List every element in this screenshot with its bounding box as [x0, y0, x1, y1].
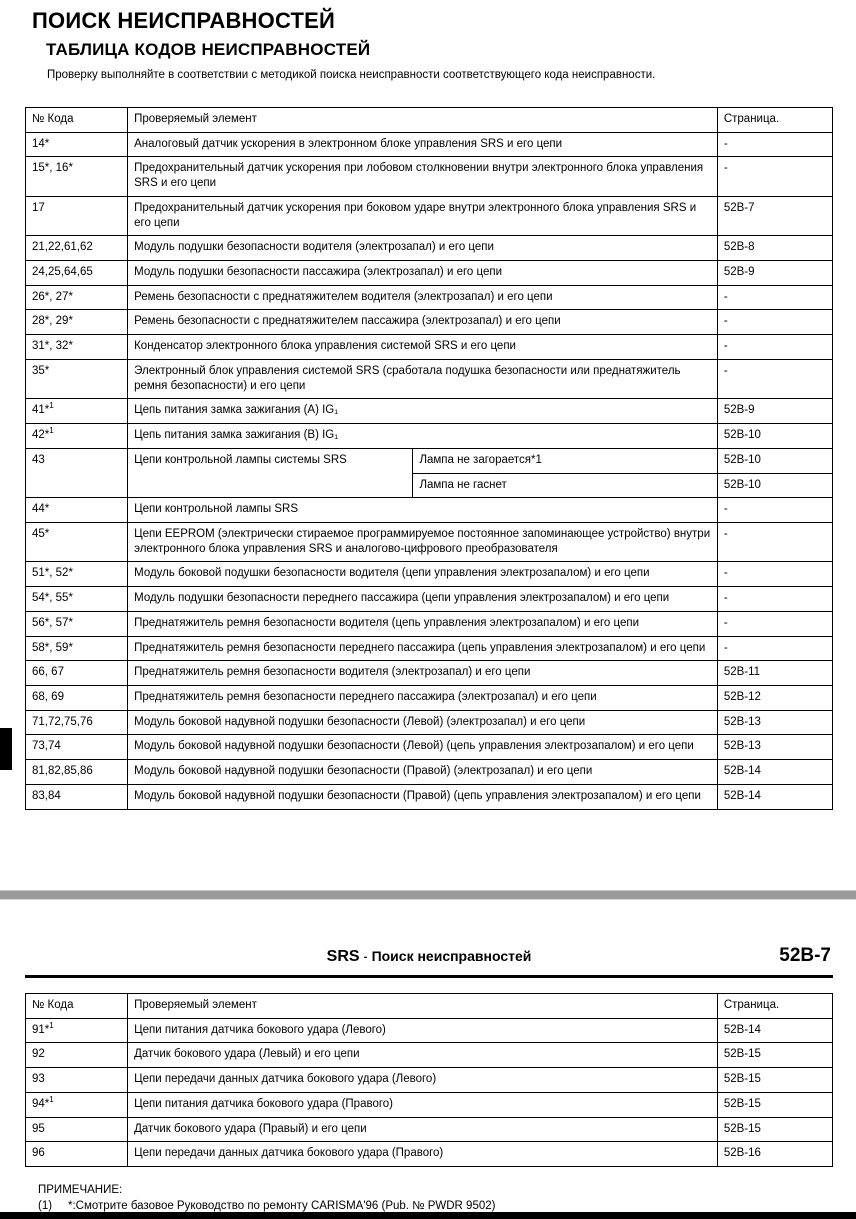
table-row	[26, 236, 833, 261]
footnote-marker: 1	[49, 1095, 54, 1105]
cell-element: Цепи EEPROM (электрически стираемое программируемое постоянное запоминающее устройство) внутри электронного блока управления SRS и аналогово-цифрового преобразователя	[128, 522, 718, 561]
cell-code: 68, 69	[26, 685, 128, 710]
note-heading: ПРИМЕЧАНИЕ:	[38, 1184, 123, 1196]
cell-page: 52B-15	[717, 1068, 832, 1093]
cell-element: Преднатяжитель ремня безопасности водителя (электрозапал) и его цепи	[128, 661, 718, 686]
table-row	[26, 784, 833, 809]
table-row	[26, 498, 833, 523]
cell-page: 52B-12	[717, 685, 832, 710]
table-row	[26, 685, 833, 710]
system-name: SRS	[326, 948, 360, 965]
cell-page: -	[717, 285, 832, 310]
table-row	[26, 1043, 833, 1068]
cell-element: Предохранительный датчик ускорения при боковом ударе внутри электронного блока управления SRS и его цепи	[128, 196, 718, 235]
cell-page: -	[717, 359, 832, 398]
table-row	[26, 562, 833, 587]
cell-code: 95	[26, 1117, 128, 1142]
cell-code: 66, 67	[26, 661, 128, 686]
cell-code: 45*	[26, 522, 128, 561]
cell-code: 14*	[26, 132, 128, 157]
header-rule	[25, 975, 833, 978]
table-header-row	[26, 108, 833, 133]
table-row	[26, 735, 833, 760]
cell-code: 51*, 52*	[26, 562, 128, 587]
cell-page: 52B-10	[717, 448, 832, 473]
cell-page: 52B-11	[717, 661, 832, 686]
cell-element: Модуль боковой надувной подушки безопасности (Правой) (цепь управления электрозапалом) и его цепи	[128, 784, 718, 809]
cell-code: 28*, 29*	[26, 310, 128, 335]
cell-element: Модуль боковой подушки безопасности водителя (цепи управления электрозапалом) и его цепи	[128, 562, 718, 587]
footnote-marker: 1	[49, 1020, 54, 1030]
footnote-marker: 1	[49, 426, 54, 436]
cell-code: 56*, 57*	[26, 611, 128, 636]
cell-element: Цепи контрольной лампы системы SRS	[128, 448, 413, 497]
cell-page: 52B-8	[717, 236, 832, 261]
table-row	[26, 335, 833, 360]
cell-code: 54*, 55*	[26, 587, 128, 612]
cell-element: Датчик бокового удара (Левый) и его цепи	[128, 1043, 718, 1068]
cell-element: Датчик бокового удара (Правый) и его цепи	[128, 1117, 718, 1142]
cell-page: -	[717, 562, 832, 587]
page-edge-tab-marker	[0, 728, 12, 770]
cell-element: Цепи передачи данных датчика бокового удара (Левого)	[128, 1068, 718, 1093]
cell-element: Преднатяжитель ремня безопасности переднего пассажира (электрозапал) и его цепи	[128, 685, 718, 710]
intro-paragraph: Проверку выполняйте в соответствии с методикой поиска неисправности соответствующего кода неисправности.	[47, 69, 656, 81]
table-row	[26, 760, 833, 785]
cell-element: Ремень безопасности с преднатяжителем водителя (электрозапал) и его цепи	[128, 285, 718, 310]
table-row	[26, 261, 833, 286]
note-block	[38, 1183, 495, 1214]
header-section-title: Поиск неисправностей	[371, 948, 532, 964]
cell-element: Аналоговый датчик ускорения в электронном блоке управления SRS и его цепи	[128, 132, 718, 157]
cell-sub-condition: Лампа не загорается*1	[413, 448, 717, 473]
cell-page: 52B-10	[717, 424, 832, 449]
cell-element: Модуль подушки безопасности пассажира (электрозапал) и его цепи	[128, 261, 718, 286]
cell-code: 43	[26, 448, 128, 497]
cell-page: -	[717, 132, 832, 157]
cell-element: Модуль подушки безопасности водителя (электрозапал) и его цепи	[128, 236, 718, 261]
cell-element: Преднатяжитель ремня безопасности водителя (цепь управления электрозапалом) и его цепи	[128, 611, 718, 636]
table-row	[26, 1068, 833, 1093]
table-row	[26, 1117, 833, 1142]
cell-page: -	[717, 498, 832, 523]
table-row	[26, 1092, 833, 1117]
table-row	[26, 522, 833, 561]
table-row	[26, 611, 833, 636]
cell-element: Преднатяжитель ремня безопасности переднего пассажира (цепь управления электрозапалом) и его цепи	[128, 636, 718, 661]
table-row	[26, 424, 833, 449]
cell-code: 42*$^1$	[26, 424, 128, 449]
cell-page: -	[717, 310, 832, 335]
column-header-element: Проверяемый элемент	[128, 108, 718, 133]
column-header-page: Страница.	[717, 994, 832, 1019]
note-index: (1)	[38, 1199, 53, 1212]
table-row	[26, 196, 833, 235]
table-row	[26, 636, 833, 661]
table-row	[26, 661, 833, 686]
cell-page: 52B-10	[717, 473, 832, 498]
cell-element: Предохранительный датчик ускорения при лобовом столкновении внутри электронного блока управления SRS и его цепи	[128, 157, 718, 196]
column-header-page: Страница.	[717, 108, 832, 133]
table-row	[26, 285, 833, 310]
cell-element: Цепи передачи данных датчика бокового удара (Правого)	[128, 1142, 718, 1167]
table-row	[26, 1018, 833, 1043]
cell-page: 52B-7	[717, 196, 832, 235]
bottom-crop-band	[0, 1212, 856, 1219]
cell-code: 91*$^1$	[26, 1018, 128, 1043]
cell-code: 21,22,61,62	[26, 236, 128, 261]
cell-page: -	[717, 636, 832, 661]
page-title: ПОИСК НЕИСПРАВНОСТЕЙ	[32, 8, 336, 33]
column-header-code: № Кода	[26, 994, 128, 1019]
cell-page: -	[717, 611, 832, 636]
cell-code: 73,74	[26, 735, 128, 760]
cell-code: 93	[26, 1068, 128, 1093]
cell-element: Электронный блок управления системой SRS (сработала подушка безопасности или преднатяжитель ремня безопасности) и его цепи	[128, 359, 718, 398]
table-row	[26, 157, 833, 196]
header-dash: -	[363, 951, 368, 964]
cell-code: 15*, 16*	[26, 157, 128, 196]
cell-page: 52B-15	[717, 1117, 832, 1142]
cell-element: Модуль боковой надувной подушки безопасности (Левой) (цепь управления электрозапалом) и его цепи	[128, 735, 718, 760]
cell-element: Конденсатор электронного блока управления системой SRS и его цепи	[128, 335, 718, 360]
fault-code-table	[25, 107, 833, 810]
cell-page: 52B-13	[717, 735, 832, 760]
cell-element: Модуль боковой надувной подушки безопасности (Правой) (электрозапал) и его цепи	[128, 760, 718, 785]
page-separator-bar	[0, 890, 856, 900]
running-header-title	[25, 948, 833, 966]
cell-page: -	[717, 335, 832, 360]
table-row	[26, 710, 833, 735]
cell-page: 52B-14	[717, 1018, 832, 1043]
cell-element: Модуль боковой надувной подушки безопасности (Левой) (электрозапал) и его цепи	[128, 710, 718, 735]
cell-page: 52B-9	[717, 399, 832, 424]
table-row	[26, 399, 833, 424]
side-impact-code-table	[25, 993, 833, 1167]
cell-code: 94*$^1$	[26, 1092, 128, 1117]
cell-code: 31*, 32*	[26, 335, 128, 360]
cell-code: 96	[26, 1142, 128, 1167]
page-subtitle: ТАБЛИЦА КОДОВ НЕИСПРАВНОСТЕЙ	[46, 40, 371, 59]
cell-page: 52B-14	[717, 760, 832, 785]
cell-page: 52B-14	[717, 784, 832, 809]
cell-page: 52B-13	[717, 710, 832, 735]
cell-code: 83,84	[26, 784, 128, 809]
page-number: 52B-7	[779, 945, 831, 966]
table-row	[26, 587, 833, 612]
table-row	[26, 359, 833, 398]
cell-code: 17	[26, 196, 128, 235]
cell-element: Цепи контрольной лампы SRS	[128, 498, 718, 523]
cell-code: 24,25,64,65	[26, 261, 128, 286]
cell-page: 52B-9	[717, 261, 832, 286]
page-running-header	[25, 945, 833, 978]
cell-element: Модуль подушки безопасности переднего пассажира (цепи управления электрозапалом) и его цепи	[128, 587, 718, 612]
cell-element: Ремень безопасности с преднатяжителем пассажира (электрозапал) и его цепи	[128, 310, 718, 335]
cell-page: -	[717, 522, 832, 561]
table-header-row	[26, 994, 833, 1019]
cell-page: 52B-15	[717, 1043, 832, 1068]
cell-code: 58*, 59*	[26, 636, 128, 661]
cell-element: Цепь питания замка зажигания (A) IG₁	[128, 399, 718, 424]
table-row	[26, 132, 833, 157]
cell-code: 35*	[26, 359, 128, 398]
column-header-code: № Кода	[26, 108, 128, 133]
footnote-marker: 1	[49, 401, 54, 411]
cell-code: 92	[26, 1043, 128, 1068]
cell-code: 81,82,85,86	[26, 760, 128, 785]
cell-element: Цепь питания замка зажигания (B) IG₁	[128, 424, 718, 449]
table-row-split	[26, 448, 833, 473]
cell-element: Цепи питания датчика бокового удара (Правого)	[128, 1092, 718, 1117]
cell-page: -	[717, 587, 832, 612]
cell-code: 71,72,75,76	[26, 710, 128, 735]
column-header-element: Проверяемый элемент	[128, 994, 718, 1019]
table-row	[26, 1142, 833, 1167]
cell-page: 52B-16	[717, 1142, 832, 1167]
cell-sub-condition: Лампа не гаснет	[413, 473, 717, 498]
cell-code: 44*	[26, 498, 128, 523]
cell-page: 52B-15	[717, 1092, 832, 1117]
table-row	[26, 310, 833, 335]
cell-element: Цепи питания датчика бокового удара (Левого)	[128, 1018, 718, 1043]
cell-code: 26*, 27*	[26, 285, 128, 310]
note-text: *:Смотрите базовое Руководство по ремонту CARISMA'96 (Pub. № PWDR 9502)	[68, 1199, 496, 1212]
cell-code: 41*$^1$	[26, 399, 128, 424]
cell-page: -	[717, 157, 832, 196]
